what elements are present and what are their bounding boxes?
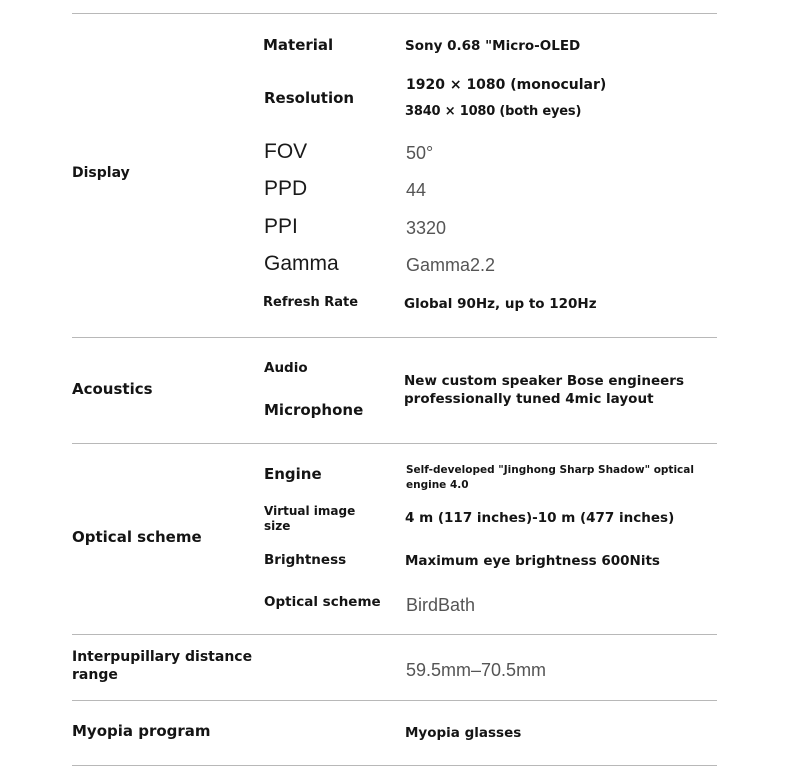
spec-value-ppd: 44 — [406, 180, 427, 200]
category-ipd-line1: Interpupillary distance — [72, 649, 253, 665]
spec-value-gamma: Gamma2.2 — [406, 255, 496, 275]
spec-value-ppi: 3320 — [406, 218, 447, 238]
category-display: Display — [72, 165, 130, 181]
spec-value-myopia: Myopia glasses — [405, 725, 522, 741]
spec-value-acoustics-line2: professionally tuned 4mic layout — [404, 391, 654, 407]
divider-optical-ipd — [72, 634, 717, 635]
spec-label-brightness: Brightness — [264, 552, 347, 568]
spec-label-microphone: Microphone — [264, 401, 364, 419]
spec-label-virtual-image-line2: size — [264, 519, 291, 533]
divider-acoustics-optical — [72, 443, 717, 444]
spec-value-brightness: Maximum eye brightness 600Nits — [405, 553, 660, 569]
category-ipd-line2: range — [72, 667, 118, 683]
spec-label-audio: Audio — [264, 360, 308, 376]
spec-label-gamma: Gamma — [264, 252, 339, 275]
spec-label-fov: FOV — [264, 140, 308, 163]
spec-value-material: Sony 0.68 "Micro-OLED — [405, 38, 581, 54]
category-acoustics: Acoustics — [72, 380, 153, 398]
spec-value-refresh-rate: Global 90Hz, up to 120Hz — [404, 296, 597, 312]
spec-value-ipd: 59.5mm–70.5mm — [406, 660, 547, 680]
divider-bottom — [72, 765, 717, 766]
spec-label-engine: Engine — [264, 465, 322, 483]
spec-value-engine-line1: Self-developed "Jinghong Sharp Shadow" optical — [406, 464, 694, 476]
spec-label-refresh-rate: Refresh Rate — [263, 295, 359, 310]
spec-label-material: Material — [263, 36, 334, 54]
spec-value-virtual-image: 4 m (117 inches)-10 m (477 inches) — [405, 510, 675, 526]
spec-value-engine-line2: engine 4.0 — [406, 479, 469, 491]
category-myopia: Myopia program — [72, 722, 211, 740]
category-optical-scheme: Optical scheme — [72, 528, 202, 546]
spec-label-resolution: Resolution — [264, 89, 355, 107]
divider-display-acoustics — [72, 337, 717, 338]
spec-label-virtual-image-line1: Virtual image — [264, 504, 356, 518]
spec-label-optical-scheme: Optical scheme — [264, 594, 381, 610]
spec-value-resolution-line1: 1920 × 1080 (monocular) — [406, 77, 607, 93]
spec-value-resolution-line2: 3840 × 1080 (both eyes) — [405, 104, 582, 119]
divider-ipd-myopia — [72, 700, 717, 701]
spec-label-ppd: PPD — [264, 177, 308, 200]
spec-value-acoustics-line1: New custom speaker Bose engineers — [404, 373, 684, 389]
spec-value-optical-scheme: BirdBath — [406, 595, 476, 615]
divider-top — [72, 13, 717, 14]
spec-label-ppi: PPI — [264, 215, 298, 238]
spec-value-fov: 50° — [406, 143, 434, 163]
